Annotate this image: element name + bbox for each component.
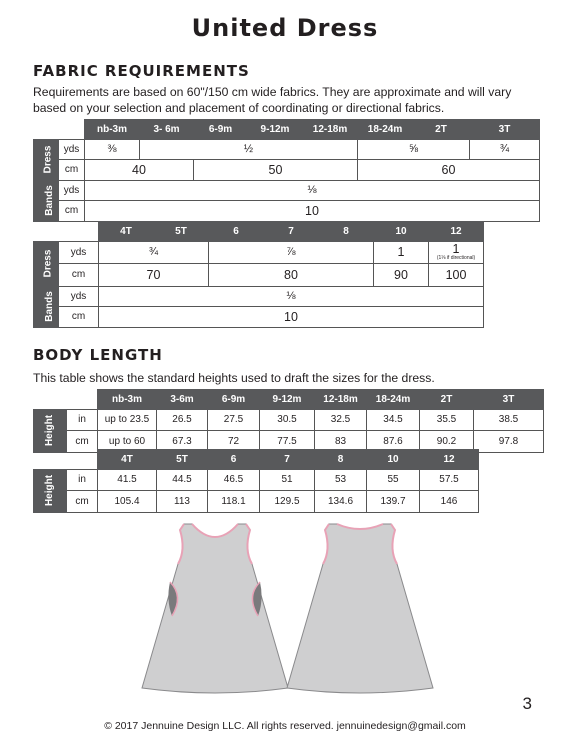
cm-value: 10	[85, 201, 540, 222]
cm-value: 134.6	[315, 491, 367, 513]
cm-value: 80	[209, 264, 374, 287]
table-row	[34, 160, 540, 181]
in-value: up to 23.5	[98, 409, 157, 431]
unit-label: cm	[59, 307, 99, 328]
yds-value: 1	[374, 241, 429, 264]
cm-value: 10	[99, 307, 484, 328]
in-value: 38.5	[474, 409, 544, 431]
table-row	[34, 469, 479, 491]
cm-value: 146	[420, 491, 479, 513]
fabric-table-1	[33, 119, 540, 222]
fabric-requirements-heading: FABRIC REQUIREMENTS	[33, 62, 250, 80]
size-header: 2T	[420, 390, 474, 410]
table-row	[34, 264, 484, 287]
yds-value: ½	[140, 139, 358, 160]
bands-row-label: Bands	[34, 180, 59, 221]
size-header: nb-3m	[85, 120, 140, 140]
size-header: 10	[367, 450, 420, 470]
yds-value: ⅝	[358, 139, 470, 160]
in-value: 53	[315, 469, 367, 491]
cm-value: 40	[85, 160, 194, 181]
size-header: 5T	[157, 450, 208, 470]
cm-value: 100	[429, 264, 484, 287]
table-row	[34, 180, 540, 201]
size-header-row	[34, 390, 544, 410]
yds-value: ⅜	[85, 139, 140, 160]
in-value: 34.5	[367, 409, 420, 431]
size-header: 8	[319, 222, 374, 242]
in-value: 32.5	[315, 409, 367, 431]
size-header: 12-18m	[303, 120, 358, 140]
blank-cell	[59, 120, 85, 140]
blank-cell	[34, 120, 59, 140]
unit-label: yds	[59, 286, 99, 307]
size-header: 18-24m	[358, 120, 413, 140]
cm-value: 70	[99, 264, 209, 287]
cm-value: 72	[208, 431, 260, 453]
height-row-label: Height	[34, 469, 67, 512]
footer-copyright: © 2017 Jennuine Design LLC. All rights reserved. jennuinedesign@gmail.com	[104, 720, 466, 732]
size-header: 7	[260, 450, 315, 470]
size-header: 3T	[470, 120, 540, 140]
yds-value: ⅛	[85, 180, 540, 201]
cm-value: 87.6	[367, 431, 420, 453]
body-length-table-2	[33, 449, 479, 513]
in-value: 46.5	[208, 469, 260, 491]
page-title: United Dress	[191, 14, 379, 42]
unit-label: yds	[59, 139, 85, 160]
page-number: 3	[522, 694, 532, 713]
fabric-description: Requirements are based on 60"/150 cm wide fabrics. They are approximate and will vary based on your selection and placement of coordinating or directional fabrics.	[33, 85, 512, 115]
size-header: 3T	[474, 390, 544, 410]
cm-value: 90.2	[420, 431, 474, 453]
unit-label: cm	[67, 431, 98, 453]
cm-value: 129.5	[260, 491, 315, 513]
yds-value: 1 (1⅛ if directional)	[429, 241, 484, 264]
body-length-table-1	[33, 389, 544, 453]
bands-row-label: Bands	[34, 286, 59, 327]
blank-cell	[59, 222, 99, 242]
in-value: 55	[367, 469, 420, 491]
size-header-row	[34, 450, 479, 470]
unit-label: yds	[59, 180, 85, 201]
size-header: 12	[420, 450, 479, 470]
unit-label: cm	[59, 264, 99, 287]
in-value: 41.5	[98, 469, 157, 491]
height-row-label: Height	[34, 409, 67, 452]
dress-front-body	[142, 524, 288, 693]
directional-note: (1⅛ if directional)	[436, 255, 476, 262]
size-header: 4T	[98, 450, 157, 470]
in-value: 30.5	[260, 409, 315, 431]
body-length-heading: BODY LENGTH	[33, 346, 163, 364]
yds-value: ⅛	[99, 286, 484, 307]
table-row	[34, 286, 484, 307]
size-header: 9-12m	[260, 390, 315, 410]
blank-cell	[67, 450, 98, 470]
size-header: 2T	[413, 120, 470, 140]
in-value: 35.5	[420, 409, 474, 431]
dress-row-label: Dress	[34, 139, 59, 180]
cm-value: 105.4	[98, 491, 157, 513]
table-row	[34, 491, 479, 513]
blank-cell	[34, 450, 67, 470]
size-header: 3-6m	[157, 390, 208, 410]
size-header: 12-18m	[315, 390, 367, 410]
in-value: 27.5	[208, 409, 260, 431]
dress-back-illustration	[285, 520, 435, 700]
in-value: 26.5	[157, 409, 208, 431]
yds-value: ¾	[470, 139, 540, 160]
dress-back-body	[287, 524, 433, 693]
cm-value: 83	[315, 431, 367, 453]
table-row	[34, 241, 484, 264]
cm-value: 50	[194, 160, 358, 181]
size-header-row	[34, 120, 540, 140]
size-header: 3- 6m	[140, 120, 194, 140]
size-header: 12	[429, 222, 484, 242]
blank-cell	[67, 390, 98, 410]
table-row	[34, 307, 484, 328]
cm-value: 77.5	[260, 431, 315, 453]
size-header: 6-9m	[208, 390, 260, 410]
cm-value: 90	[374, 264, 429, 287]
cm-value: 60	[358, 160, 540, 181]
size-header: 6	[208, 450, 260, 470]
unit-label: in	[67, 469, 98, 491]
table-row	[34, 409, 544, 431]
size-header: 8	[315, 450, 367, 470]
yds-value: ¾	[99, 241, 209, 264]
cm-value: 113	[157, 491, 208, 513]
cm-value: up to 60	[98, 431, 157, 453]
size-header: 6	[209, 222, 264, 242]
cm-value: 118.1	[208, 491, 260, 513]
table-row	[34, 139, 540, 160]
size-header: 7	[264, 222, 319, 242]
dress-row-label: Dress	[34, 241, 59, 286]
yds-value: ⅞	[209, 241, 374, 264]
size-header: 5T	[154, 222, 209, 242]
unit-label: cm	[59, 160, 85, 181]
table-row	[34, 201, 540, 222]
size-header: 9-12m	[248, 120, 303, 140]
blank-cell	[34, 222, 59, 242]
unit-label: cm	[67, 491, 98, 513]
unit-label: cm	[59, 201, 85, 222]
in-value: 51	[260, 469, 315, 491]
in-value: 44.5	[157, 469, 208, 491]
in-value: 57.5	[420, 469, 479, 491]
dress-front-illustration	[140, 520, 290, 700]
cm-value: 67.3	[157, 431, 208, 453]
unit-label: yds	[59, 241, 99, 264]
unit-label: in	[67, 409, 98, 431]
size-header: 18-24m	[367, 390, 420, 410]
cm-value: 139.7	[367, 491, 420, 513]
size-header: nb-3m	[98, 390, 157, 410]
size-header: 6-9m	[194, 120, 248, 140]
blank-cell	[34, 390, 67, 410]
fabric-table-2	[33, 221, 484, 328]
size-header: 10	[374, 222, 429, 242]
cm-value: 97.8	[474, 431, 544, 453]
size-header: 4T	[99, 222, 154, 242]
body-length-description: This table shows the standard heights used to draft the sizes for the dress.	[33, 371, 435, 385]
size-header-row	[34, 222, 484, 242]
